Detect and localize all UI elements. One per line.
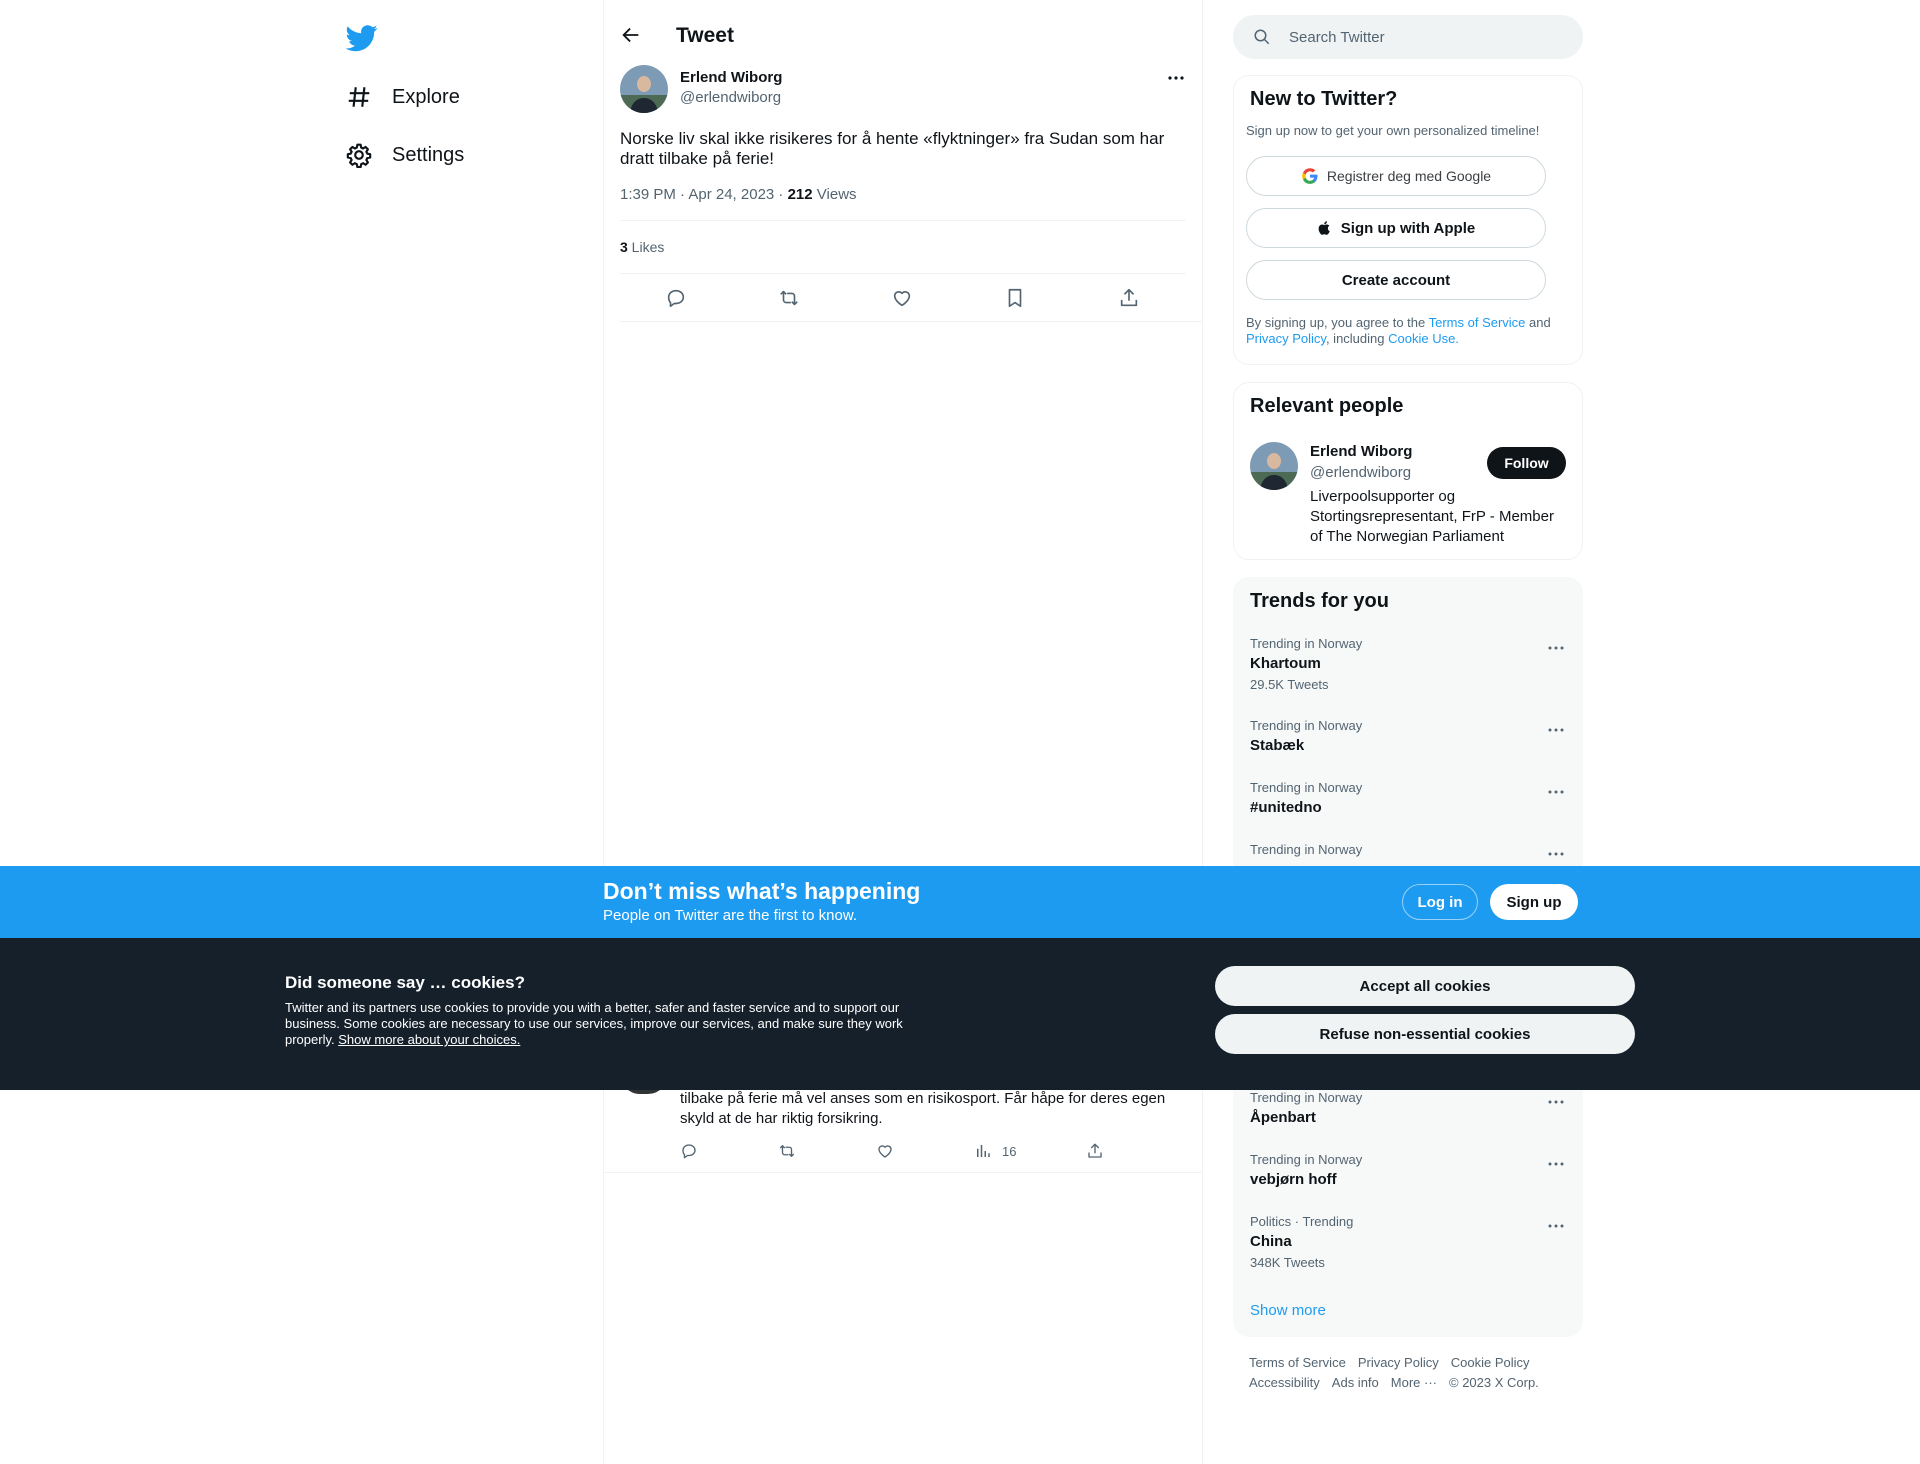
tweet-likes-label: Likes — [627, 239, 665, 255]
signup-card-subtitle: Sign up now to get your own personalized timeline! — [1246, 123, 1540, 138]
login-button[interactable]: Log in — [1402, 884, 1478, 920]
tweet-likes-count: 3 — [620, 239, 628, 255]
footer-cookie-link[interactable]: Cookie Policy — [1450, 1355, 1530, 1370]
avatar[interactable] — [620, 65, 668, 113]
share-icon[interactable] — [1086, 1142, 1104, 1160]
trend-context: Trending in Norway — [1250, 1152, 1363, 1167]
footer-row-1 — [1249, 1355, 1530, 1370]
cookie-more-link[interactable]: Show more about your choices. — [338, 1032, 521, 1047]
hashtag-icon — [346, 84, 372, 110]
twitter-logo-icon[interactable] — [346, 22, 378, 54]
trends-title: Trends for you — [1250, 590, 1389, 612]
footer-row-2 — [1249, 1375, 1539, 1390]
trend-context: Trending in Norway — [1250, 842, 1363, 857]
like-icon[interactable] — [876, 1142, 894, 1160]
create-account-label: Create account — [1341, 271, 1451, 289]
bookmark-icon[interactable] — [1004, 287, 1026, 309]
relevant-person-name[interactable]: Erlend Wiborg — [1310, 443, 1413, 460]
signup-button[interactable]: Sign up — [1490, 884, 1578, 920]
divider — [620, 273, 1186, 274]
nav-settings-label: Settings — [392, 143, 465, 166]
terms-link[interactable]: Terms of Service — [1428, 315, 1526, 330]
relevant-person-bio: Liverpoolsupporter og Stortingsrepresentant, FrP - Member of The Norwegian Parliament — [1310, 488, 1554, 545]
relevant-person-handle[interactable]: @erlendwiborg — [1310, 464, 1412, 481]
trend-count: 29.5K Tweets — [1250, 677, 1329, 692]
tweet-author-name[interactable]: Erlend Wiborg — [680, 69, 783, 86]
retweet-icon[interactable] — [778, 1142, 796, 1160]
trend-item[interactable] — [1250, 636, 1362, 692]
more-icon[interactable] — [1546, 844, 1566, 864]
trend-context: Trending in Norway — [1250, 636, 1363, 651]
footer-copyright: © 2023 X Corp. — [1449, 1375, 1539, 1390]
apple-signup-label: Sign up with Apple — [1340, 219, 1476, 237]
legal-text: By signing up, you agree to the — [1246, 315, 1429, 330]
share-icon[interactable] — [1118, 287, 1140, 309]
google-signup-label: Registrer deg med Google — [1326, 168, 1492, 184]
trend-item[interactable] — [1250, 780, 1362, 816]
accept-cookies-button[interactable]: Accept all cookies — [1215, 966, 1635, 1006]
cookie-text — [285, 1000, 925, 1048]
trend-count: 348K Tweets — [1250, 1255, 1325, 1270]
nav-explore-label: Explore — [392, 85, 460, 108]
apple-icon — [1317, 219, 1333, 237]
trend-context: Trending in Norway — [1250, 780, 1363, 795]
tweet-views-label: Views — [812, 186, 857, 203]
reply-views[interactable] — [974, 1142, 1016, 1160]
signup-card-title: New to Twitter? — [1250, 88, 1398, 110]
divider — [620, 220, 1186, 221]
legal-text: and — [1525, 315, 1551, 330]
more-icon[interactable] — [1546, 720, 1566, 740]
more-icon[interactable] — [1546, 782, 1566, 802]
signup-legal — [1246, 315, 1576, 347]
refuse-cookies-button[interactable]: Refuse non-essential cookies — [1215, 1014, 1635, 1054]
reply-views-count: 16 — [1002, 1143, 1017, 1159]
search-bar[interactable] — [1233, 15, 1583, 59]
search-input[interactable] — [1289, 29, 1549, 46]
tweet-views-count: 212 — [787, 186, 813, 203]
show-more-link[interactable]: Show more — [1250, 1302, 1326, 1319]
footer-terms-link[interactable]: Terms of Service — [1249, 1355, 1346, 1370]
trend-context: Trending in Norway — [1250, 1090, 1363, 1105]
gear-icon — [346, 142, 372, 168]
avatar[interactable] — [1250, 442, 1298, 490]
more-icon[interactable] — [1546, 1092, 1566, 1112]
footer-ads-link[interactable]: Ads info — [1331, 1375, 1379, 1390]
tweet-author-handle[interactable]: @erlendwiborg — [680, 89, 782, 106]
trend-item[interactable] — [1250, 1152, 1362, 1188]
footer-accessibility-link[interactable]: Accessibility — [1249, 1375, 1320, 1390]
trend-item[interactable] — [1250, 1214, 1353, 1270]
search-icon — [1253, 28, 1271, 46]
more-icon[interactable] — [1546, 638, 1566, 658]
trend-name: China — [1250, 1233, 1292, 1250]
tweet-time[interactable]: 1:39 PM · Apr 24, 2023 · — [620, 186, 788, 203]
google-icon — [1301, 167, 1319, 185]
banner-title: Don’t miss what’s happening — [603, 878, 921, 904]
reply-text: tilbake på ferie må vel anses som en risikosport. Får håpe for deres egen skyld at de har riktig forsikring. — [680, 1090, 1166, 1127]
follow-button[interactable]: Follow — [1487, 447, 1566, 479]
trend-name: #unitedno — [1250, 799, 1322, 816]
cookie-use-link[interactable]: Cookie Use. — [1388, 331, 1459, 346]
legal-text: , including — [1325, 331, 1389, 346]
more-icon[interactable] — [1546, 1216, 1566, 1236]
tweet-meta — [620, 186, 857, 203]
trend-context: Politics · Trending — [1250, 1214, 1354, 1229]
more-icon[interactable] — [1166, 68, 1186, 88]
trend-context: Trending in Norway — [1250, 718, 1363, 733]
privacy-link[interactable]: Privacy Policy — [1246, 331, 1326, 346]
banner-subtitle: People on Twitter are the first to know. — [603, 907, 858, 924]
trend-name: vebjørn hoff — [1250, 1171, 1337, 1188]
cookie-body: Twitter and its partners use cookies to provide you with a better, safer and faster service and to support our business. Some cookies are necessary to use our services, improve our services, and make sure they work properly. — [285, 1000, 903, 1047]
apple-signup-button[interactable] — [1246, 208, 1546, 248]
footer-privacy-link[interactable]: Privacy Policy — [1357, 1355, 1439, 1370]
reply-icon[interactable] — [680, 1142, 698, 1160]
cookie-title: Did someone say … cookies? — [285, 973, 525, 992]
footer-more-link[interactable]: More ··· — [1390, 1375, 1437, 1390]
back-arrow-icon[interactable] — [620, 24, 642, 46]
views-icon — [974, 1142, 992, 1160]
google-signup-button[interactable] — [1246, 156, 1546, 196]
trend-item[interactable] — [1250, 1090, 1362, 1126]
signup-banner — [0, 866, 1920, 938]
tweet-text: Norske liv skal ikke risikeres for å hente «flyktninger» fra Sudan som har dratt tilbake på ferie! — [620, 129, 1165, 168]
retweet-icon[interactable] — [778, 287, 800, 309]
reply-icon[interactable] — [665, 287, 687, 309]
trend-item[interactable] — [1250, 718, 1362, 754]
page-title: Tweet — [676, 24, 734, 47]
trend-name: Khartoum — [1250, 655, 1321, 672]
trend-item[interactable] — [1250, 842, 1362, 857]
trend-name: Stabæk — [1250, 737, 1305, 754]
more-icon[interactable] — [1546, 1154, 1566, 1174]
trend-name: Åpenbart — [1250, 1109, 1316, 1126]
relevant-people-title: Relevant people — [1250, 395, 1404, 417]
create-account-button[interactable] — [1246, 260, 1546, 300]
divider — [604, 1172, 1202, 1173]
tweet-likes[interactable] — [620, 239, 664, 255]
nav-settings[interactable] — [346, 135, 464, 175]
nav-explore[interactable] — [346, 77, 460, 117]
like-icon[interactable] — [891, 287, 913, 309]
divider — [620, 321, 1202, 322]
